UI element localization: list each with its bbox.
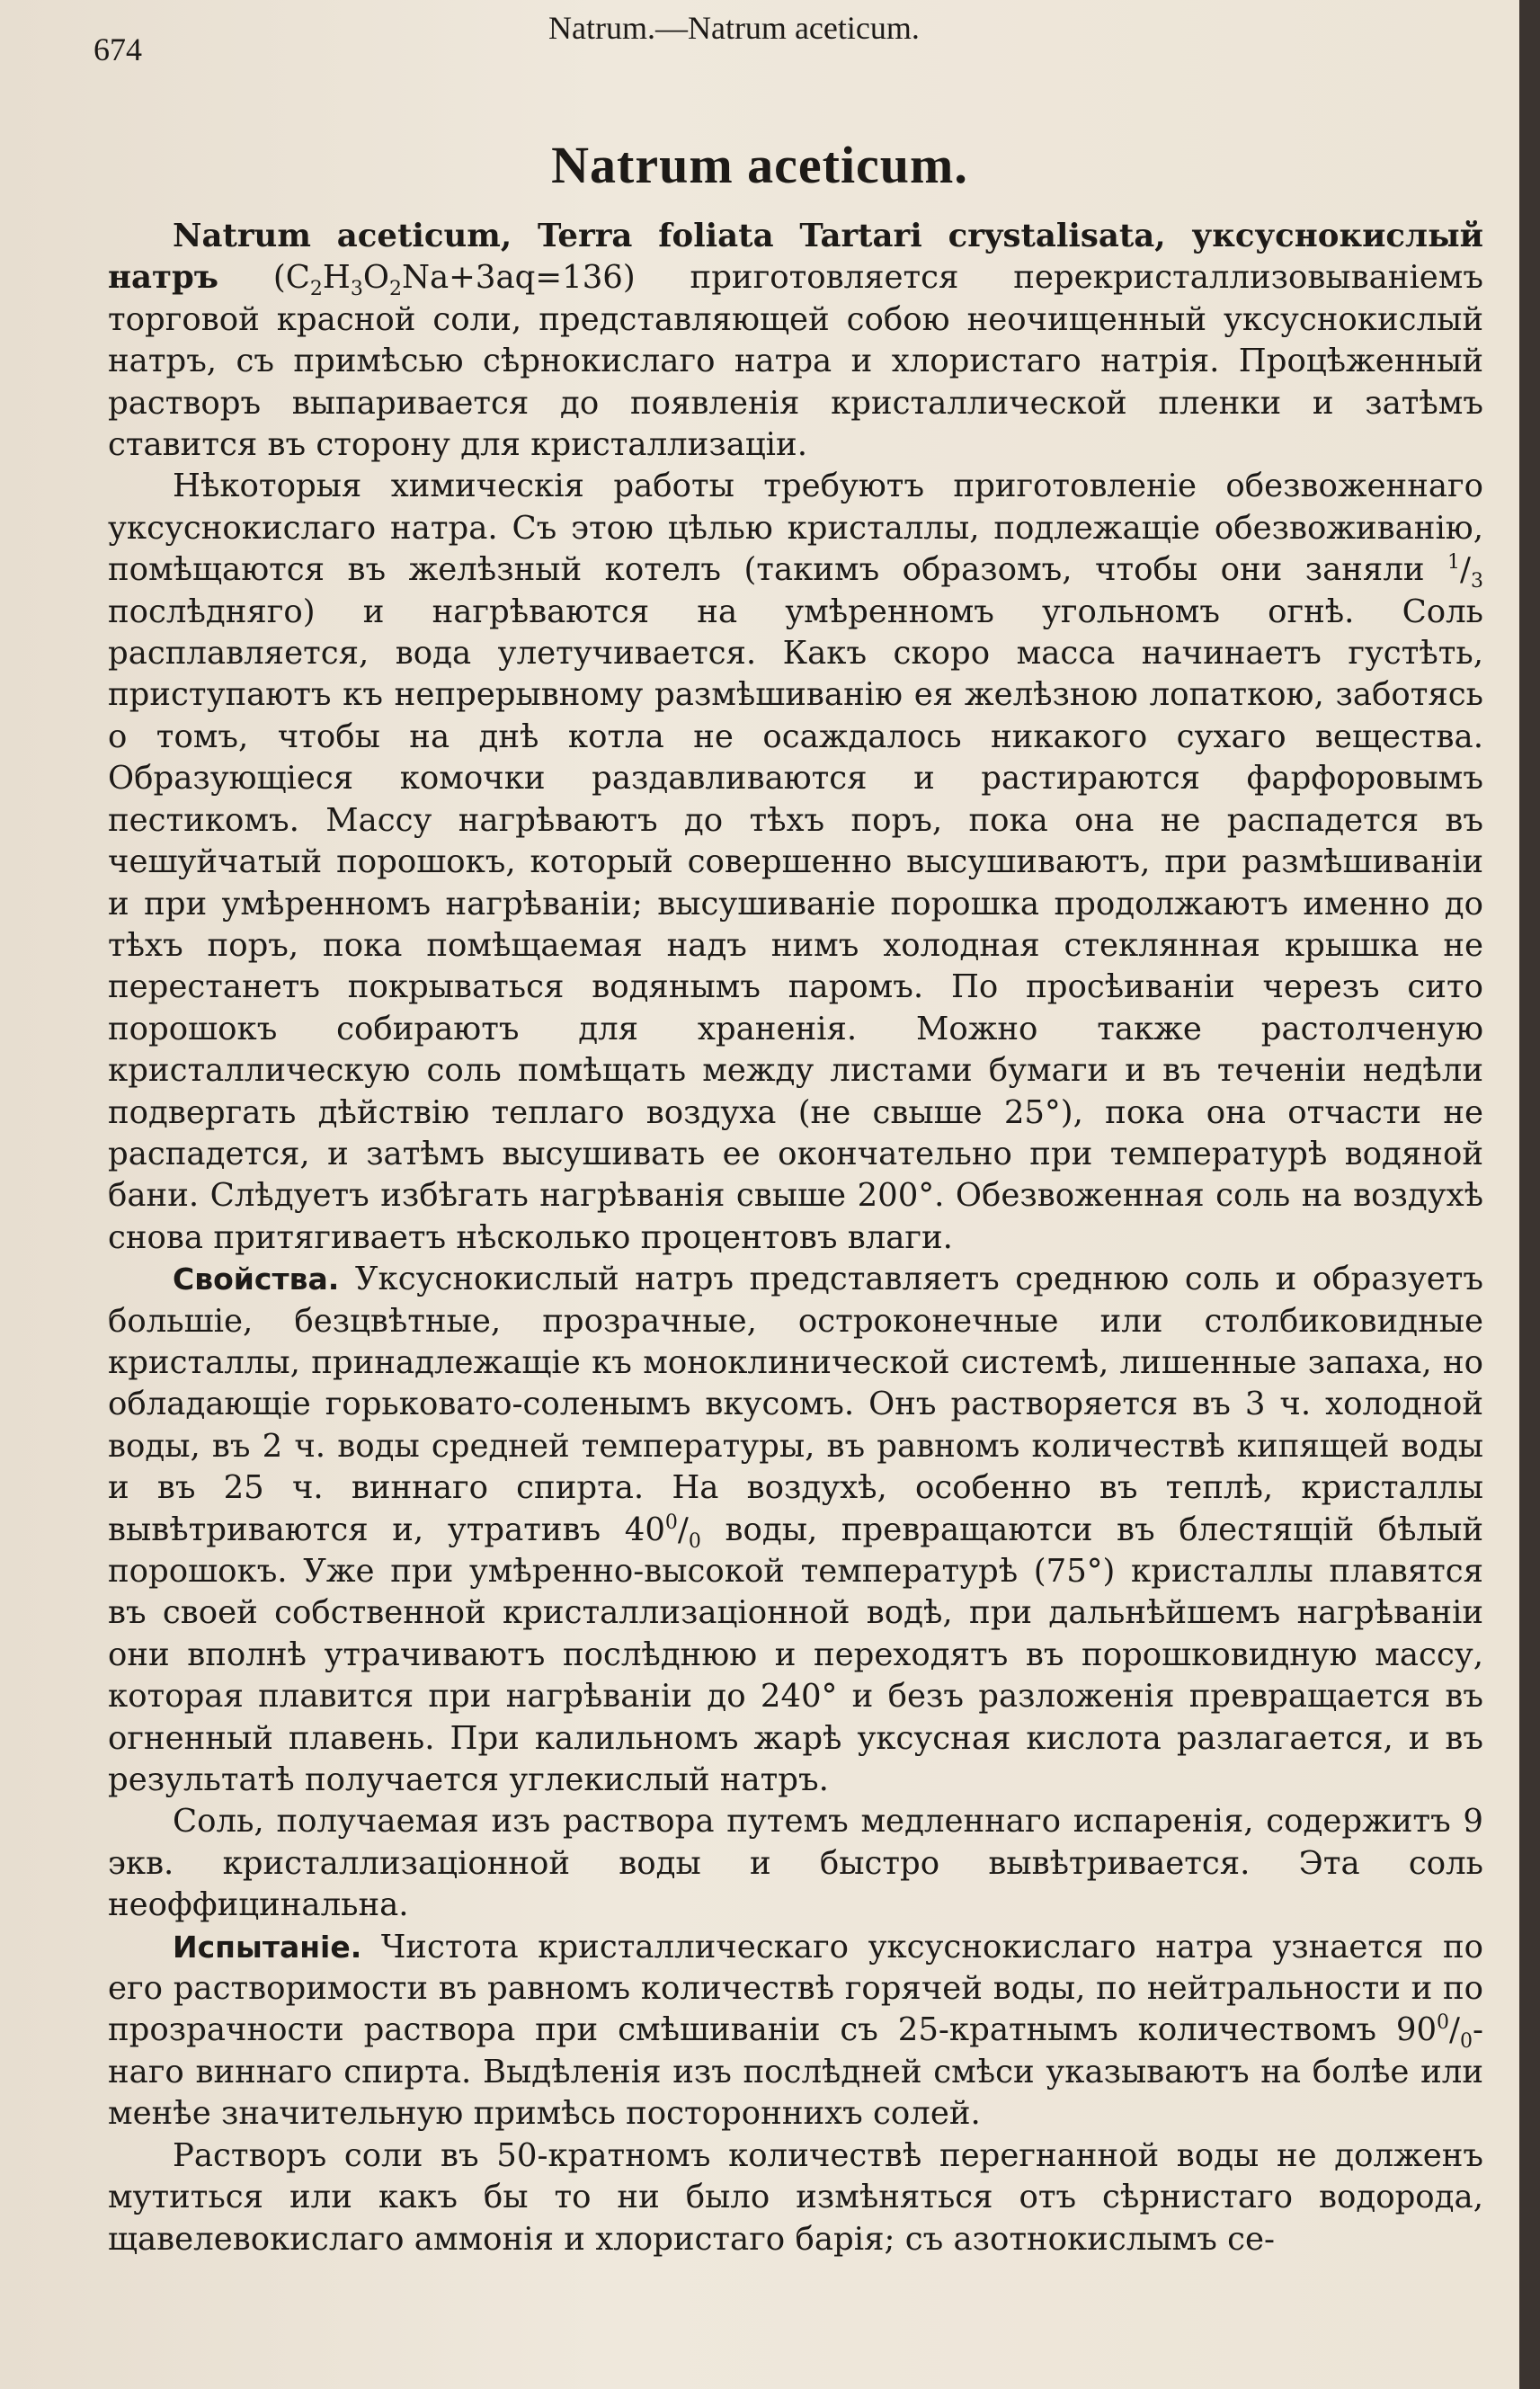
formula-part: O xyxy=(362,259,389,297)
paragraph-solution-test: Растворъ соли въ 50-кратномъ количествѣ перегнанной воды не долженъ мутиться или какъ бы то ни было измѣняться отъ сѣрнистаго водорода, щавелевокислаго аммонія и хлористаго барія; съ азотнокислымъ се- xyxy=(108,2136,1483,2258)
paragraph-text: Нѣкоторыя химическія работы требуютъ приготовленіе обезвоженнаго уксуснокислаго натра. Съ этою цѣлью кристаллы, подлежащіе обезвоживанію, помѣщаются въ желѣзный котелъ (такимъ образомъ, чтобы они заняли xyxy=(108,468,1483,589)
paragraph-text: приготовляется перекристаллизовываніемъ торговой красной соли, представляющей собою неочищенный уксуснокислый натръ, съ примѣсью сѣрнокислаго натра и хлористаго натрія. Процѣженный растворъ выпаривается до появленія кристаллической пленки и затѣмъ ставится въ сторону для кристаллизаціи. xyxy=(108,259,1484,464)
page-number: 674 xyxy=(93,31,142,67)
formula-sub: 3 xyxy=(350,278,363,301)
paragraph-dehydration: Нѣкоторыя химическія работы требуютъ приготовленіе обезвоженнаго уксуснокислаго натра. Съ этою цѣлью кристаллы, подлежащіе обезвоживанію, помѣщаются въ желѣзный котелъ (такимъ образомъ, чтобы они заняли $^1/_3$ послѣдняго) и нагрѣваются на умѣренномъ угольномъ огнѣ. Соль расплавляется, вода улетучивается. Какъ скоро масса начинаетъ густѣть, приступаютъ къ непрерывному размѣшиванію ея желѣзною лопаткою, заботясь о томъ, чтобы на днѣ котла не осаждалось никакого сухаго вещества. Образующіеся комочки раздавливаются и растираются фарфоровымъ пестикомъ. Массу нагрѣваютъ до тѣхъ поръ, пока она не распадется въ чешуйчатый порошокъ, который совершенно высушиваютъ, при размѣшиваніи и при умѣренномъ нагрѣваніи; высушиваніе порошка продолжаютъ именно до тѣхъ поръ, пока помѣщаемая надъ нимъ холодная стеклянная крышка не перестанетъ покрываться водянымъ паромъ. По просѣиваніи черезъ сито порошокъ собираютъ для храненія. Можно также растолченую кристаллическую соль помѣщать между листами бумаги и въ теченіи недѣли подвергать дѣйствію теплаго воздуха (не свыше 25°), пока она отчасти не распадется, и затѣмъ высушивать ее окончательно при температурѣ водяной бани. Слѣдуетъ избѣгать нагрѣванія свыше 200°. Обезвоженная соль на воздухѣ снова притягиваетъ нѣсколько процентовъ влаги. xyxy=(108,468,1483,1256)
paragraph-testing: Испытаніе. Чистота кристаллическаго уксуснокислаго натра узнается по его растворимости въ равномъ количествѣ горячей воды, по нейтральности и по прозрачности раствора при смѣшиваніи съ 25-кратнымъ количествомъ $90^0/_0$-наго виннаго спирта. Выдѣленія изъ послѣдней смѣси указываютъ на болѣе или менѣе значительную примѣсь постороннихъ солей. xyxy=(108,1928,1483,2133)
formula-part: (C xyxy=(218,259,310,297)
percent-bottom: 0 xyxy=(688,1529,701,1553)
percent-top: 0 xyxy=(664,1511,678,1534)
paragraph-text: Уксуснокислый натръ представляетъ среднюю соль и образуетъ большіе, безцвѣтные, прозрачные, остроконечные или столбиковидные кристаллы, принадлежащіе къ моноклинической системѣ, лишенные запаха, но обладающіе горьковато-соленымъ вкусомъ. Онъ растворяется въ 3 ч. холодной воды, въ 2 ч. воды средней температуры, въ равномъ количествѣ кипящей воды и въ 25 ч. виннаго спирта. На воздухѣ, особенно въ теплѣ, кристаллы вывѣтриваются и, утративъ 40 xyxy=(108,1261,1483,1548)
percent-top: 0 xyxy=(1437,2011,1450,2035)
formula-sub: 2 xyxy=(388,278,402,301)
percent-bottom: 0 xyxy=(1460,2030,1473,2054)
running-title: Natrum.—Natrum aceticum. xyxy=(548,10,920,46)
fraction-denominator: 3 xyxy=(1471,570,1483,593)
formula-sub: 2 xyxy=(309,278,323,301)
paragraph-text: Чистота кристаллическаго уксуснокислаго натра узнается по его растворимости въ равномъ количествѣ горячей воды, по нейтральности и по прозрачности раствора при смѣшиваніи съ 25-кратнымъ количествомъ 90 xyxy=(108,1928,1483,2049)
fraction-numerator: 1 xyxy=(1447,551,1461,575)
lead-term: Natrum aceticum, Terra foliata Tartari crystalisata, уксуснокислый натръ xyxy=(108,218,1483,297)
paragraph-intro xyxy=(108,216,1483,466)
article-body xyxy=(108,216,1483,2260)
paragraph-text: -наго виннаго спирта. Выдѣленія изъ послѣдней смѣси указываютъ на болѣе или менѣе значительную примѣсь постороннихъ солей. xyxy=(108,2011,1483,2133)
section-heading-properties: Свойства. xyxy=(173,1261,340,1297)
paragraph-text: послѣдняго) и нагрѣваются на умѣренномъ угольномъ огнѣ. Соль расплавляется, вода улетучивается. Какъ скоро масса начинаетъ густѣть, приступаютъ къ непрерывному размѣшиванію ея желѣзною лопаткою, заботясь о томъ, чтобы на днѣ котла не осаждалось никакого сухаго вещества. Образующіеся комочки раздавливаются и растираются фарфоровымъ пестикомъ. Массу нагрѣваютъ до тѣхъ поръ, пока она не распадется въ чешуйчатый порошокъ, который совершенно высушиваютъ, при размѣшиваніи и при умѣренномъ нагрѣваніи; высушиваніе порошка продолжаютъ именно до тѣхъ поръ, пока помѣщаемая надъ нимъ холодная стеклянная крышка не перестанетъ покрываться водянымъ паромъ. По просѣиваніи черезъ сито порошокъ собираютъ для храненія. Можно также растолченую кристаллическую соль помѣщать между листами бумаги и въ теченіи недѣли подвергать дѣйствію теплаго воздуха (не свыше 25°), пока она отчасти не распадется, и затѣмъ высушивать ее окончательно при температурѣ водяной бани. Слѣдуетъ избѣгать нагрѣванія свыше 200°. Обезвоженная соль на воздухѣ снова притягиваетъ нѣсколько процентовъ влаги. xyxy=(108,593,1483,1256)
paragraph-text: воды, превращаютси въ блестящій бѣлый порошокъ. Уже при умѣренно-высокой температурѣ (75°) кристаллы плавятся въ своей собственной кристаллизаціонной водѣ, при дальнѣйшемъ нагрѣваніи они вполнѣ утрачиваютъ послѣднюю и переходятъ въ порошковидную массу, которая плавится при нагрѣваніи до 240° и безъ разложенія превращается въ огненный плавень. При калильномъ жарѣ уксусная кислота разлагается, и въ результатѣ получается углекислый натръ. xyxy=(108,1511,1483,1799)
paragraph-salt-note: Соль, получаемая изъ раствора путемъ медленнаго испаренія, содержитъ 9 экв. кристаллизаціонной воды и быстро вывѣтривается. Эта соль неоффицинальна. xyxy=(108,1803,1483,1924)
formula-part: H xyxy=(322,259,351,297)
running-head xyxy=(0,5,1519,67)
formula-part: Na+3aq=136) xyxy=(401,259,690,297)
article-title: Natrum aceticum. xyxy=(551,136,968,194)
paragraph-properties: Свойства. Уксуснокислый натръ представляетъ среднюю соль и образуетъ большіе, безцвѣтные, прозрачные, остроконечные или столбиковидные кристаллы, принадлежащіе къ моноклинической системѣ, лишенные запаха, но обладающіе горьковато-соленымъ вкусомъ. Онъ растворяется въ 3 ч. холодной воды, въ 2 ч. воды средней температуры, въ равномъ количествѣ кипящей воды и въ 25 ч. виннаго спирта. На воздухѣ, особенно въ теплѣ, кристаллы вывѣтриваются и, утративъ $40^0/_0$ воды, превращаютси въ блестящій бѣлый порошокъ. Уже при умѣренно-высокой температурѣ (75°) кристаллы плавятся въ своей собственной кристаллизаціонной водѣ, при дальнѣйшемъ нагрѣваніи они вполнѣ утрачиваютъ послѣднюю и переходятъ въ порошковидную массу, которая плавится при нагрѣваніи до 240° и безъ разложенія превращается въ огненный плавень. При калильномъ жарѣ уксусная кислота разлагается, и въ результатѣ получается углекислый натръ. xyxy=(108,1261,1483,1799)
section-heading-testing: Испытаніе. xyxy=(173,1929,362,1965)
